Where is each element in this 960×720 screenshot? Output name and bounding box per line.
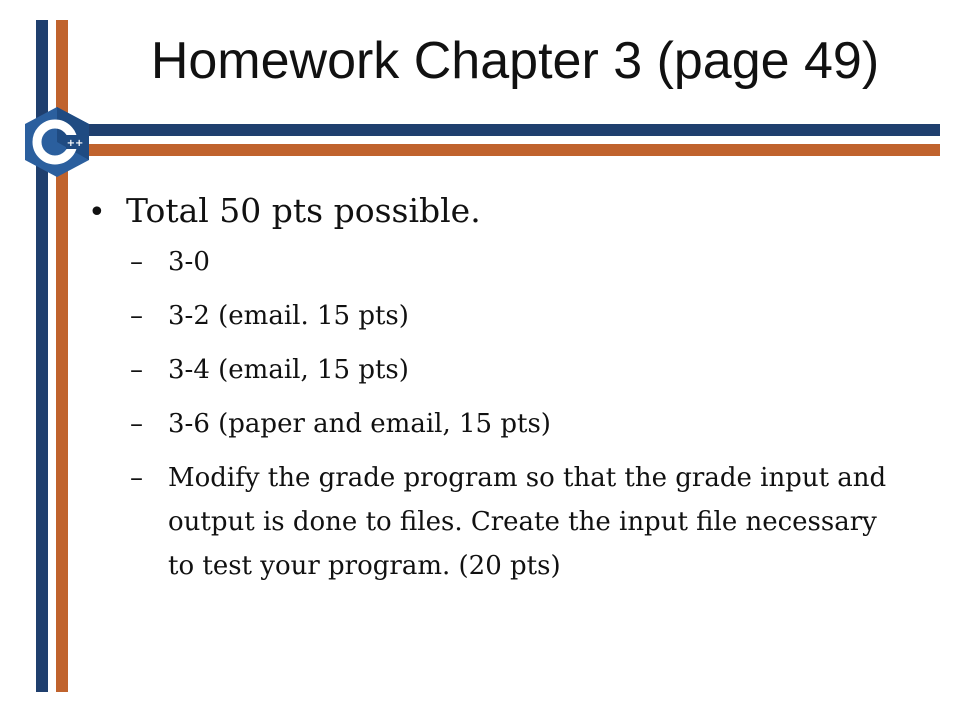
sub-item-text: 3-2 (email. 15 pts) xyxy=(168,301,409,331)
sub-item xyxy=(130,402,908,446)
sub-item-text: Modify the grade program so that the grade input and output is done to files. Create the input file necessary to test your program. (20 pts) xyxy=(168,463,887,581)
top-blue-stripe xyxy=(70,124,940,136)
sub-item-list xyxy=(130,240,908,588)
dash-marker: – xyxy=(130,247,143,277)
cpp-logo-icon xyxy=(22,105,92,179)
sub-item xyxy=(130,348,908,392)
dash-marker: – xyxy=(130,301,143,331)
slide-content xyxy=(88,188,908,598)
main-bullet-text: Total 50 pts possible. xyxy=(126,191,481,230)
main-bullet-item xyxy=(88,188,908,236)
dash-marker: – xyxy=(130,409,143,439)
top-orange-stripe xyxy=(70,144,940,156)
sub-item xyxy=(130,294,908,338)
sub-item-text: 3-0 xyxy=(168,247,210,277)
dash-marker: – xyxy=(130,355,143,385)
sub-item xyxy=(130,240,908,284)
slide-title: Homework Chapter 3 (page 49) xyxy=(150,32,880,90)
bullet-marker: • xyxy=(88,195,106,230)
sub-item-text: 3-6 (paper and email, 15 pts) xyxy=(168,409,551,439)
sub-item-text: 3-4 (email, 15 pts) xyxy=(168,355,409,385)
sub-item xyxy=(130,456,908,588)
svg-text:++: ++ xyxy=(66,138,84,149)
dash-marker: – xyxy=(130,463,143,493)
